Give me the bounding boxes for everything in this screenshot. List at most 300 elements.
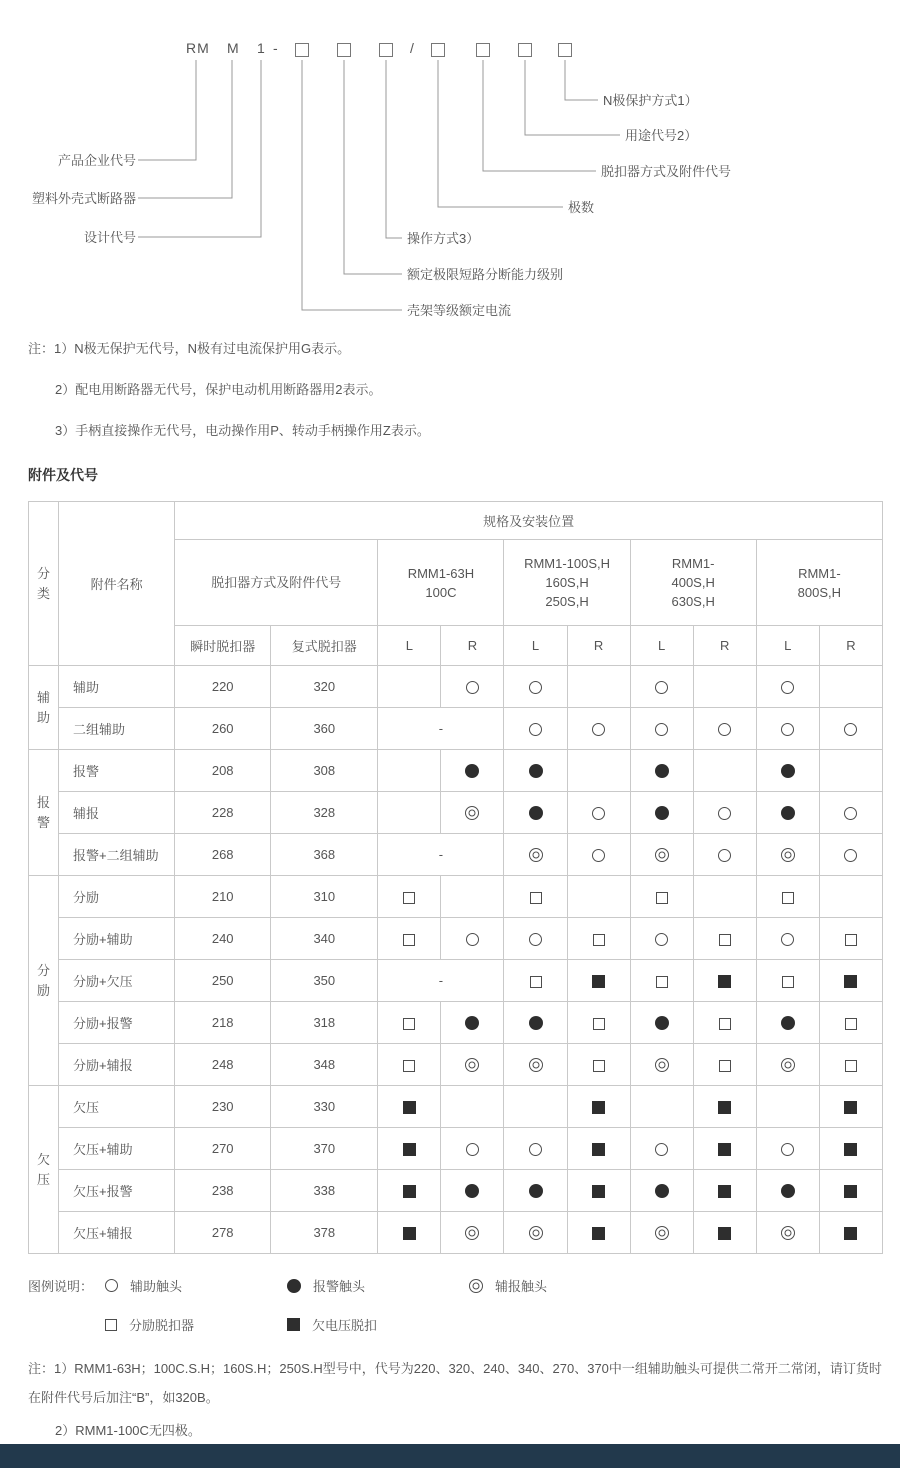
alarm-contact-icon bbox=[781, 1016, 795, 1030]
position-cell bbox=[504, 918, 567, 960]
compound-code-cell: 350 bbox=[271, 960, 378, 1002]
position-cell bbox=[441, 1044, 504, 1086]
header-row-1 bbox=[29, 502, 883, 540]
shunt-release-icon bbox=[782, 976, 794, 988]
aux-alarm-contact-icon bbox=[781, 848, 795, 862]
position-cell bbox=[819, 666, 882, 708]
undervoltage-release-icon bbox=[592, 1185, 605, 1198]
diagram-label-operation-mode: 操作方式3） bbox=[407, 231, 480, 246]
aux-alarm-contact-icon bbox=[465, 806, 479, 820]
header-r: R bbox=[693, 626, 756, 666]
compound-code-cell: 378 bbox=[271, 1212, 378, 1254]
accessory-name-cell: 报警 bbox=[59, 750, 175, 792]
undervoltage-release-icon bbox=[844, 1185, 857, 1198]
position-cell: - bbox=[378, 708, 504, 750]
instant-code-cell: 208 bbox=[175, 750, 271, 792]
compound-code-cell: 360 bbox=[271, 708, 378, 750]
aux-alarm-contact-icon bbox=[781, 1058, 795, 1072]
instant-code-cell: 270 bbox=[175, 1128, 271, 1170]
instant-code-cell: 238 bbox=[175, 1170, 271, 1212]
aux-contact-icon bbox=[655, 681, 668, 694]
position-cell bbox=[441, 750, 504, 792]
model-box-usage-code bbox=[518, 43, 532, 57]
shunt-release-icon bbox=[530, 976, 542, 988]
table-row bbox=[29, 666, 883, 708]
legend-label: 分励脱扣器 bbox=[129, 1318, 195, 1333]
position-cell bbox=[756, 666, 819, 708]
header-frame-400-630 bbox=[630, 540, 756, 626]
header-compound-trip: 复式脱扣器 bbox=[271, 626, 378, 666]
position-cell bbox=[504, 792, 567, 834]
shunt-release-icon bbox=[845, 1018, 857, 1030]
compound-code-cell: 370 bbox=[271, 1128, 378, 1170]
alarm-contact-icon bbox=[529, 1184, 543, 1198]
position-cell bbox=[441, 1128, 504, 1170]
position-cell bbox=[756, 1170, 819, 1212]
position-cell bbox=[756, 750, 819, 792]
aux-contact-icon bbox=[529, 1143, 542, 1156]
frame-line: 100C bbox=[425, 584, 457, 600]
position-cell bbox=[693, 666, 756, 708]
accessory-name-cell: 欠压+辅报 bbox=[59, 1212, 175, 1254]
shunt-release-icon bbox=[403, 1060, 415, 1072]
position-cell bbox=[441, 1086, 504, 1128]
aux-contact-icon bbox=[844, 807, 857, 820]
position-cell bbox=[567, 750, 630, 792]
table-row bbox=[29, 1128, 883, 1170]
position-cell bbox=[378, 1170, 441, 1212]
aux-contact-icon bbox=[592, 849, 605, 862]
undervoltage-release-icon bbox=[718, 1143, 731, 1156]
shunt-release-icon bbox=[593, 1060, 605, 1072]
position-cell bbox=[693, 876, 756, 918]
alarm-contact-icon bbox=[781, 806, 795, 820]
model-dash: - bbox=[273, 40, 279, 56]
shunt-release-icon bbox=[403, 1018, 415, 1030]
position-cell bbox=[441, 1170, 504, 1212]
diagram-label-frame-current: 壳架等级额定电流 bbox=[407, 303, 512, 318]
position-cell bbox=[819, 1086, 882, 1128]
compound-code-cell: 318 bbox=[271, 1002, 378, 1044]
frame-line: RMM1- bbox=[671, 556, 715, 571]
model-part-design-code: 1 bbox=[257, 40, 266, 56]
instant-code-cell: 250 bbox=[175, 960, 271, 1002]
position-cell bbox=[567, 1128, 630, 1170]
position-cell bbox=[567, 1170, 630, 1212]
frame-line: RMM1-100S,H bbox=[524, 556, 611, 571]
category-label: 欠压 bbox=[37, 1152, 51, 1187]
position-cell bbox=[441, 1212, 504, 1254]
undervoltage-release-icon bbox=[403, 1185, 416, 1198]
position-cell bbox=[819, 918, 882, 960]
position-cell bbox=[567, 960, 630, 1002]
aux-contact-icon bbox=[844, 849, 857, 862]
legend-item bbox=[105, 1276, 287, 1295]
aux-contact-icon bbox=[529, 933, 542, 946]
position-cell bbox=[378, 918, 441, 960]
shunt-release-icon bbox=[403, 892, 415, 904]
legend-title: 图例说明： bbox=[28, 1279, 94, 1294]
position-cell bbox=[630, 876, 693, 918]
header-instant-trip: 瞬时脱扣器 bbox=[175, 626, 271, 666]
alarm-contact-icon bbox=[465, 1016, 479, 1030]
aux-contact-icon bbox=[466, 681, 479, 694]
table-row bbox=[29, 834, 883, 876]
aux-alarm-contact-icon bbox=[529, 848, 543, 862]
model-box-poles bbox=[431, 43, 445, 57]
alarm-contact-icon bbox=[529, 1016, 543, 1030]
position-cell bbox=[504, 1128, 567, 1170]
top-note-2: 2）配电用断路器无代号，保护电动机用断路器用2表示。 bbox=[55, 382, 382, 397]
position-cell bbox=[819, 708, 882, 750]
position-cell bbox=[819, 876, 882, 918]
undervoltage-release-icon bbox=[718, 1227, 731, 1240]
position-cell bbox=[378, 792, 441, 834]
position-cell bbox=[756, 960, 819, 1002]
position-cell bbox=[819, 1212, 882, 1254]
position-cell bbox=[630, 834, 693, 876]
position-cell bbox=[567, 876, 630, 918]
legend-label: 辅助触头 bbox=[130, 1279, 183, 1294]
legend-item bbox=[105, 1315, 287, 1334]
legend-label: 辅报触头 bbox=[495, 1279, 548, 1294]
alarm-contact-icon bbox=[655, 1016, 669, 1030]
compound-code-cell: 348 bbox=[271, 1044, 378, 1086]
legend-label: 欠电压脱扣 bbox=[312, 1318, 378, 1333]
position-cell bbox=[630, 960, 693, 1002]
aux-alarm-contact-icon bbox=[781, 1226, 795, 1240]
alarm-contact-icon bbox=[529, 764, 543, 778]
undervoltage-release-icon bbox=[592, 1227, 605, 1240]
position-cell bbox=[504, 1044, 567, 1086]
position-cell bbox=[756, 876, 819, 918]
legend-section bbox=[28, 1276, 900, 1334]
position-cell bbox=[378, 1212, 441, 1254]
table-row bbox=[29, 1212, 883, 1254]
table-row bbox=[29, 960, 883, 1002]
position-cell bbox=[693, 750, 756, 792]
accessory-name-cell: 辅助 bbox=[59, 666, 175, 708]
frame-line: 630S,H bbox=[671, 594, 715, 609]
header-r: R bbox=[567, 626, 630, 666]
position-cell bbox=[693, 792, 756, 834]
undervoltage-release-icon bbox=[592, 975, 605, 988]
aux-alarm-contact-icon bbox=[529, 1226, 543, 1240]
category-label: 报警 bbox=[37, 795, 51, 830]
position-cell bbox=[504, 960, 567, 1002]
frame-line: 250S,H bbox=[545, 594, 589, 609]
header-category-label: 分类 bbox=[37, 566, 51, 601]
table-row bbox=[29, 918, 883, 960]
position-cell bbox=[630, 1170, 693, 1212]
aux-alarm-contact-icon bbox=[465, 1058, 479, 1072]
frame-line: 400S,H bbox=[671, 575, 715, 590]
shunt-release-icon bbox=[403, 934, 415, 946]
position-cell bbox=[441, 918, 504, 960]
position-cell bbox=[567, 666, 630, 708]
position-cell bbox=[819, 750, 882, 792]
model-box-breaking-capacity bbox=[337, 43, 351, 57]
model-part-company-code: RM bbox=[186, 40, 210, 56]
aux-contact-icon bbox=[718, 849, 731, 862]
legend-item bbox=[287, 1315, 469, 1334]
aux-contact-icon bbox=[781, 933, 794, 946]
aux-alarm-contact-icon bbox=[469, 1279, 483, 1293]
position-cell bbox=[441, 666, 504, 708]
undervoltage-release-icon bbox=[844, 1227, 857, 1240]
position-cell bbox=[441, 792, 504, 834]
aux-alarm-contact-icon bbox=[655, 1226, 669, 1240]
accessory-name-cell: 分励+欠压 bbox=[59, 960, 175, 1002]
header-accessory-name: 附件名称 bbox=[59, 502, 175, 666]
bottom-notes bbox=[28, 1354, 883, 1445]
alarm-contact-icon bbox=[781, 1184, 795, 1198]
aux-contact-icon bbox=[529, 681, 542, 694]
footer-bar bbox=[0, 1444, 900, 1468]
position-cell bbox=[756, 708, 819, 750]
compound-code-cell: 368 bbox=[271, 834, 378, 876]
position-cell bbox=[819, 1128, 882, 1170]
position-cell bbox=[504, 1002, 567, 1044]
undervoltage-release-icon bbox=[287, 1318, 300, 1331]
section-title: 附件及代号 bbox=[28, 467, 98, 483]
position-cell bbox=[567, 1086, 630, 1128]
accessory-name-cell: 报警+二组辅助 bbox=[59, 834, 175, 876]
legend-label: 报警触头 bbox=[313, 1279, 366, 1294]
position-cell bbox=[441, 876, 504, 918]
position-cell bbox=[378, 1128, 441, 1170]
aux-contact-icon bbox=[781, 723, 794, 736]
position-cell bbox=[504, 708, 567, 750]
accessory-name-cell: 分励+辅报 bbox=[59, 1044, 175, 1086]
shunt-release-icon bbox=[719, 1060, 731, 1072]
top-notes bbox=[28, 342, 883, 438]
compound-code-cell: 330 bbox=[271, 1086, 378, 1128]
position-cell bbox=[756, 918, 819, 960]
position-cell bbox=[567, 792, 630, 834]
position-cell bbox=[693, 834, 756, 876]
instant-code-cell: 210 bbox=[175, 876, 271, 918]
compound-code-cell: 340 bbox=[271, 918, 378, 960]
position-cell bbox=[693, 1086, 756, 1128]
position-cell bbox=[756, 834, 819, 876]
position-cell bbox=[378, 1002, 441, 1044]
undervoltage-release-icon bbox=[844, 1143, 857, 1156]
position-cell bbox=[756, 1086, 819, 1128]
instant-code-cell: 260 bbox=[175, 708, 271, 750]
position-cell bbox=[630, 1044, 693, 1086]
undervoltage-release-icon bbox=[592, 1101, 605, 1114]
aux-alarm-contact-icon bbox=[529, 1058, 543, 1072]
instant-code-cell: 240 bbox=[175, 918, 271, 960]
alarm-contact-icon bbox=[655, 1184, 669, 1198]
instant-code-cell: 228 bbox=[175, 792, 271, 834]
diagram-label-breaking-capacity: 额定极限短路分断能力级别 bbox=[407, 267, 564, 282]
diagram-label-release-accessory-code: 脱扣器方式及附件代号 bbox=[601, 164, 732, 179]
position-cell bbox=[378, 1044, 441, 1086]
table-row bbox=[29, 792, 883, 834]
category-cell bbox=[29, 666, 59, 750]
top-note-1: 注：1）N极无保护无代号，N极有过电流保护用G表示。 bbox=[28, 341, 351, 356]
legend-row-2 bbox=[28, 1315, 900, 1334]
position-cell bbox=[693, 918, 756, 960]
accessory-table-body bbox=[29, 666, 883, 1254]
table-row bbox=[29, 1170, 883, 1212]
alarm-contact-icon bbox=[529, 806, 543, 820]
position-cell bbox=[819, 1044, 882, 1086]
undervoltage-release-icon bbox=[592, 1143, 605, 1156]
compound-code-cell: 328 bbox=[271, 792, 378, 834]
position-cell: - bbox=[378, 834, 504, 876]
header-category bbox=[29, 502, 59, 666]
position-cell bbox=[819, 1002, 882, 1044]
shunt-release-icon bbox=[530, 892, 542, 904]
aux-contact-icon bbox=[529, 723, 542, 736]
shunt-release-icon bbox=[719, 934, 731, 946]
alarm-contact-icon bbox=[465, 764, 479, 778]
position-cell bbox=[504, 666, 567, 708]
category-cell bbox=[29, 1086, 59, 1254]
legend-item bbox=[287, 1276, 469, 1295]
aux-alarm-contact-icon bbox=[655, 848, 669, 862]
position-cell bbox=[441, 1002, 504, 1044]
bottom-note-1: 注：1）RMM1-63H；100C.S.H；160S.H；250S.H型号中，代号为220、320、240、340、270、370中一组辅助触头可提供二常开二常闭，请订货时在附件代号后加注“B”，如320B。 bbox=[28, 1361, 882, 1405]
position-cell bbox=[504, 1170, 567, 1212]
aux-contact-icon bbox=[655, 1143, 668, 1156]
alarm-contact-icon bbox=[781, 764, 795, 778]
shunt-release-icon bbox=[719, 1018, 731, 1030]
bottom-note-2: 2）RMM1-100C无四极。 bbox=[55, 1423, 201, 1438]
legend-item bbox=[469, 1276, 651, 1295]
frame-line: RMM1-63H bbox=[407, 565, 475, 581]
model-box-n-pole bbox=[558, 43, 572, 57]
alarm-contact-icon bbox=[655, 806, 669, 820]
position-cell bbox=[504, 1212, 567, 1254]
header-frame-100-250 bbox=[504, 540, 630, 626]
diagram-label-poles: 极数 bbox=[568, 200, 595, 215]
accessory-name-cell: 分励+辅助 bbox=[59, 918, 175, 960]
compound-code-cell: 320 bbox=[271, 666, 378, 708]
accessory-name-cell: 欠压+报警 bbox=[59, 1170, 175, 1212]
category-label: 分励 bbox=[37, 963, 51, 998]
aux-contact-icon bbox=[781, 1143, 794, 1156]
position-cell bbox=[567, 834, 630, 876]
position-cell bbox=[693, 1170, 756, 1212]
shunt-release-icon bbox=[782, 892, 794, 904]
header-l: L bbox=[756, 626, 819, 666]
aux-contact-icon bbox=[466, 1143, 479, 1156]
position-cell bbox=[693, 960, 756, 1002]
shunt-release-icon bbox=[845, 934, 857, 946]
aux-contact-icon bbox=[655, 723, 668, 736]
position-cell bbox=[567, 708, 630, 750]
table-row bbox=[29, 1086, 883, 1128]
position-cell bbox=[504, 834, 567, 876]
position-cell bbox=[630, 1128, 693, 1170]
category-cell bbox=[29, 876, 59, 1086]
table-row bbox=[29, 876, 883, 918]
frame-line: 160S,H bbox=[545, 575, 589, 590]
header-r: R bbox=[441, 626, 504, 666]
position-cell bbox=[693, 1044, 756, 1086]
shunt-release-icon bbox=[656, 892, 668, 904]
position-cell bbox=[378, 876, 441, 918]
header-r: R bbox=[819, 626, 882, 666]
instant-code-cell: 218 bbox=[175, 1002, 271, 1044]
header-l: L bbox=[378, 626, 441, 666]
position-cell bbox=[504, 750, 567, 792]
header-l: L bbox=[504, 626, 567, 666]
aux-alarm-contact-icon bbox=[655, 1058, 669, 1072]
position-cell bbox=[819, 960, 882, 1002]
instant-code-cell: 230 bbox=[175, 1086, 271, 1128]
table-row bbox=[29, 708, 883, 750]
header-frame-63h bbox=[378, 540, 504, 626]
frame-line: 800S,H bbox=[797, 584, 842, 600]
top-note-3: 3）手柄直接操作无代号，电动操作用P、转动手柄操作用Z表示。 bbox=[55, 423, 430, 438]
model-part-breaker-type: M bbox=[227, 40, 240, 56]
aux-contact-icon bbox=[592, 807, 605, 820]
position-cell bbox=[693, 1002, 756, 1044]
position-cell bbox=[819, 834, 882, 876]
shunt-release-icon bbox=[105, 1319, 117, 1331]
accessory-name-cell: 分励+报警 bbox=[59, 1002, 175, 1044]
instant-code-cell: 278 bbox=[175, 1212, 271, 1254]
compound-code-cell: 338 bbox=[271, 1170, 378, 1212]
position-cell bbox=[756, 1002, 819, 1044]
model-box-operation-mode bbox=[379, 43, 393, 57]
accessory-name-cell: 辅报 bbox=[59, 792, 175, 834]
category-label: 辅助 bbox=[37, 690, 51, 725]
aux-contact-icon bbox=[655, 933, 668, 946]
model-box-frame-current bbox=[295, 43, 309, 57]
position-cell bbox=[630, 708, 693, 750]
position-cell bbox=[756, 1128, 819, 1170]
position-cell bbox=[378, 750, 441, 792]
undervoltage-release-icon bbox=[718, 1185, 731, 1198]
accessory-name-cell: 分励 bbox=[59, 876, 175, 918]
compound-code-cell: 310 bbox=[271, 876, 378, 918]
undervoltage-release-icon bbox=[718, 1101, 731, 1114]
undervoltage-release-icon bbox=[844, 1101, 857, 1114]
table-row bbox=[29, 1044, 883, 1086]
shunt-release-icon bbox=[656, 976, 668, 988]
alarm-contact-icon bbox=[465, 1184, 479, 1198]
alarm-contact-icon bbox=[655, 764, 669, 778]
header-l: L bbox=[630, 626, 693, 666]
position-cell bbox=[756, 792, 819, 834]
model-box-release-accessory bbox=[476, 43, 490, 57]
diagram-label-n-pole-protection: N极保护方式1） bbox=[603, 93, 698, 108]
position-cell bbox=[378, 666, 441, 708]
table-row bbox=[29, 1002, 883, 1044]
position-cell bbox=[567, 1212, 630, 1254]
accessory-name-cell: 二组辅助 bbox=[59, 708, 175, 750]
position-cell bbox=[693, 708, 756, 750]
aux-contact-icon bbox=[592, 723, 605, 736]
aux-contact-icon bbox=[781, 681, 794, 694]
header-frame-800 bbox=[756, 540, 882, 626]
header-trip-mode: 脱扣器方式及附件代号 bbox=[175, 540, 378, 626]
model-slash: / bbox=[410, 40, 415, 56]
position-cell bbox=[504, 1086, 567, 1128]
position-cell bbox=[504, 876, 567, 918]
accessory-table bbox=[28, 501, 883, 1254]
undervoltage-release-icon bbox=[844, 975, 857, 988]
undervoltage-release-icon bbox=[403, 1143, 416, 1156]
aux-contact-icon bbox=[466, 933, 479, 946]
aux-contact-icon bbox=[844, 723, 857, 736]
